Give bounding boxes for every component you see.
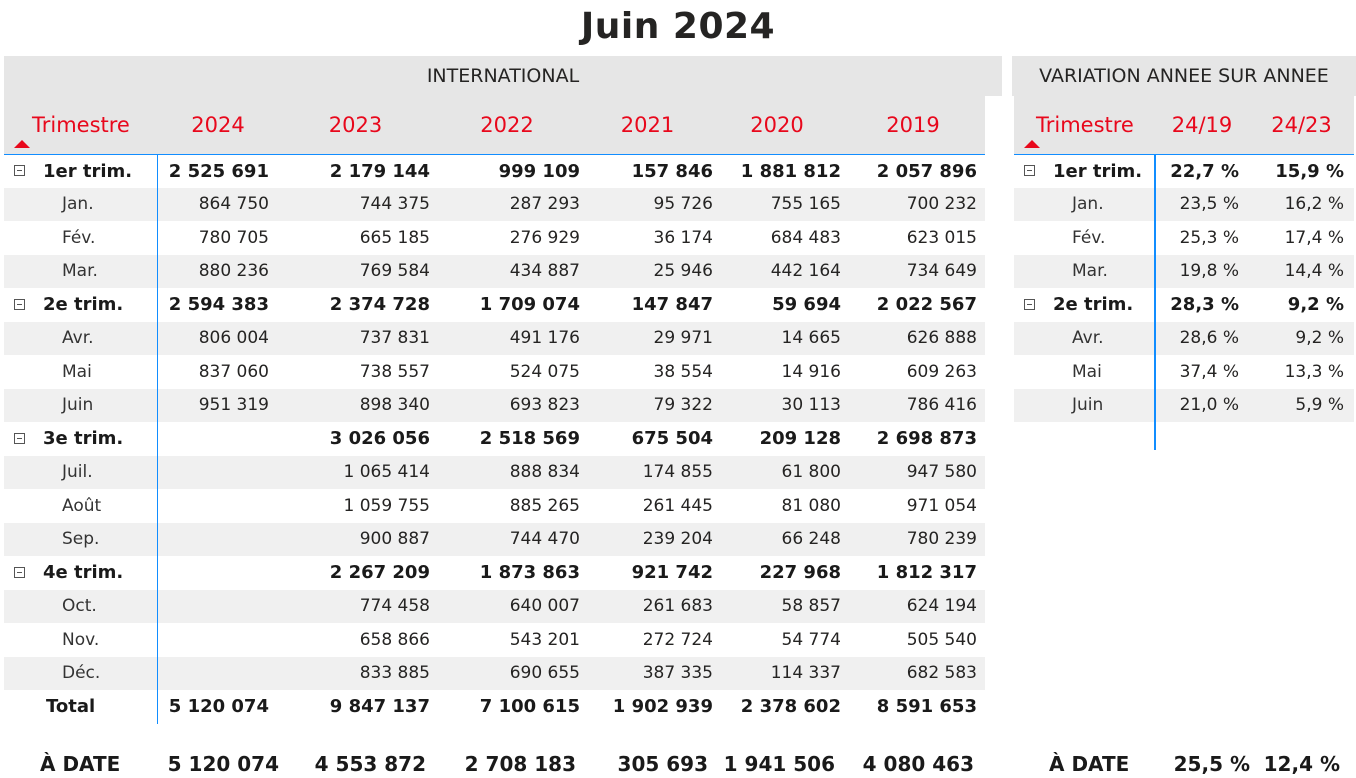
month-label: Oct. [62, 596, 97, 617]
row-header[interactable] [1014, 288, 1155, 322]
sort-ascending-icon [1024, 140, 1040, 148]
value-cell: 81 080 [781, 495, 841, 516]
value-cell: 885 265 [509, 495, 580, 516]
row-header [1014, 188, 1155, 222]
value-cell: 79 322 [582, 389, 713, 423]
value-cell: 7 100 615 [479, 696, 580, 718]
a-date-label: À DATE [40, 752, 121, 776]
value-cell: 21,0 % [1155, 389, 1249, 423]
value-cell [157, 590, 279, 624]
value-cell: 1 709 074 [479, 294, 580, 316]
column-header-trimestre[interactable] [4, 96, 157, 154]
value-cell: 66 248 [713, 523, 841, 557]
row-header [4, 523, 157, 557]
row-header [4, 221, 157, 255]
month-label: Juin [62, 395, 94, 416]
value-cell: 833 885 [279, 657, 432, 691]
value-cell: 898 340 [279, 389, 432, 423]
value-cell: 675 504 [631, 428, 713, 450]
value-cell: 626 888 [841, 322, 985, 356]
value-cell: 5,9 % [1249, 389, 1354, 423]
value-cell: 261 683 [582, 590, 713, 624]
row-header [1014, 389, 1155, 423]
variation-matrix [1014, 96, 1354, 422]
value-cell: 682 583 [841, 657, 985, 691]
value-cell: 1 812 317 [876, 562, 977, 584]
column-header-24-19[interactable]: 24/19 [1155, 96, 1249, 154]
value-cell: 95 726 [582, 188, 713, 222]
a-date-2022: 2 708 183 [464, 752, 576, 776]
value-cell: 276 929 [509, 227, 580, 248]
month-label: Juil. [62, 462, 93, 483]
a-date-2020: 1 941 506 [723, 752, 835, 776]
value-cell: 25 946 [582, 255, 713, 289]
month-label: Déc. [62, 663, 101, 684]
value-cell: 23,5 % [1155, 188, 1249, 222]
quarter-row [4, 422, 985, 456]
column-header-2023[interactable]: 2023 [279, 96, 432, 154]
column-header-trimestre[interactable] [1014, 96, 1155, 154]
value-cell: 2 594 383 [168, 294, 269, 316]
value-cell: 1 065 414 [279, 456, 432, 490]
value-cell: 971 054 [906, 495, 977, 516]
value-cell [157, 422, 279, 456]
value-cell: 609 263 [906, 361, 977, 382]
row-header-divider [1154, 154, 1156, 450]
row-header[interactable] [4, 154, 157, 188]
international-banner: INTERNATIONAL [4, 56, 1002, 96]
row-header [4, 657, 157, 691]
value-cell: 543 201 [509, 629, 580, 650]
month-row [4, 255, 985, 289]
quarter-label: 1er trim. [43, 160, 133, 182]
a-date-2024: 5 120 074 [167, 752, 279, 776]
value-cell: 744 470 [432, 523, 582, 557]
row-header [4, 623, 157, 657]
value-cell: 2 057 896 [876, 160, 977, 182]
month-row [1014, 255, 1354, 289]
page-title: Juin 2024 [580, 6, 776, 47]
month-row [1014, 389, 1354, 423]
row-header [4, 456, 157, 490]
value-cell: 5 120 074 [168, 696, 269, 718]
quarter-label: 1er trim. [1053, 160, 1143, 182]
row-header [4, 489, 157, 523]
row-header [4, 590, 157, 624]
value-cell: 2 022 567 [876, 294, 977, 316]
month-label: Sep. [62, 529, 100, 550]
value-cell: 147 847 [631, 294, 713, 316]
value-cell: 2 374 728 [329, 294, 430, 316]
month-row [4, 221, 985, 255]
value-cell: 505 540 [906, 629, 977, 650]
value-cell: 14,4 % [1249, 255, 1354, 289]
month-row [4, 188, 985, 222]
value-cell: 434 887 [432, 255, 582, 289]
month-row [4, 590, 985, 624]
month-label: Jan. [1072, 194, 1104, 215]
value-cell: 30 113 [713, 389, 841, 423]
value-cell: 999 109 [498, 160, 580, 182]
value-cell: 2 525 691 [168, 160, 269, 182]
value-cell: 640 007 [432, 590, 582, 624]
value-cell: 2 267 209 [329, 562, 430, 584]
value-cell: 755 165 [713, 188, 841, 222]
month-row [4, 623, 985, 657]
value-cell: 14 916 [781, 361, 841, 382]
value-cell: 442 164 [713, 255, 841, 289]
column-header-2022[interactable]: 2022 [432, 96, 582, 154]
row-header [1014, 255, 1155, 289]
value-cell: 900 887 [279, 523, 432, 557]
value-cell: 524 075 [509, 361, 580, 382]
value-cell: 9 847 137 [329, 696, 430, 718]
value-cell: 54 774 [781, 629, 841, 650]
value-cell [157, 556, 279, 590]
value-cell: 786 416 [841, 389, 985, 423]
row-header[interactable] [4, 422, 157, 456]
value-cell: 2 698 873 [876, 428, 977, 450]
value-cell: 157 846 [631, 160, 713, 182]
month-row [4, 657, 985, 691]
collapse-icon[interactable] [1024, 299, 1035, 310]
value-cell: 738 557 [359, 361, 430, 382]
quarter-label: 4e trim. [43, 562, 124, 584]
month-label: Mar. [62, 261, 98, 282]
value-cell: 491 176 [432, 322, 582, 356]
value-cell: 888 834 [432, 456, 582, 490]
quarter-row [4, 556, 985, 590]
month-label: Nov. [62, 629, 100, 650]
total-row [4, 690, 985, 724]
value-cell: 9,2 % [1249, 322, 1354, 356]
row-header [4, 690, 157, 724]
month-row [1014, 188, 1354, 222]
value-cell: 227 968 [759, 562, 841, 584]
sort-ascending-icon [14, 140, 30, 148]
value-cell: 261 445 [642, 495, 713, 516]
value-cell: 2 518 569 [479, 428, 580, 450]
total-label: Total [46, 696, 96, 718]
value-cell: 15,9 % [1275, 160, 1344, 182]
row-header [4, 389, 157, 423]
value-cell: 623 015 [906, 227, 977, 248]
row-header [4, 188, 157, 222]
value-cell: 239 204 [582, 523, 713, 557]
value-cell: 17,4 % [1284, 227, 1344, 248]
value-cell: 769 584 [279, 255, 432, 289]
collapse-icon[interactable] [14, 299, 25, 310]
month-label: Juin [1072, 395, 1104, 416]
month-row [4, 489, 985, 523]
month-row [4, 523, 985, 557]
value-cell: 29 971 [582, 322, 713, 356]
value-cell: 61 800 [713, 456, 841, 490]
value-cell [157, 489, 279, 523]
value-cell: 2 179 144 [329, 160, 430, 182]
month-label: Fév. [1072, 227, 1106, 248]
value-cell: 22,7 % [1170, 160, 1239, 182]
value-cell: 693 823 [432, 389, 582, 423]
value-cell: 114 337 [713, 657, 841, 691]
value-cell: 774 458 [279, 590, 432, 624]
row-header [1014, 221, 1155, 255]
value-cell: 9,2 % [1287, 294, 1344, 316]
column-header-2020[interactable]: 2020 [713, 96, 841, 154]
value-cell: 780 239 [841, 523, 985, 557]
value-cell: 947 580 [841, 456, 985, 490]
value-cell: 1 902 939 [612, 696, 713, 718]
row-header [1014, 355, 1155, 389]
month-row [4, 355, 985, 389]
value-cell: 13,3 % [1284, 361, 1344, 382]
header-label: Trimestre [32, 112, 130, 137]
value-cell [157, 523, 279, 557]
value-cell: 864 750 [157, 188, 279, 222]
value-cell: 921 742 [631, 562, 713, 584]
value-cell: 744 375 [279, 188, 432, 222]
value-cell: 806 004 [157, 322, 279, 356]
month-label: Fév. [62, 227, 96, 248]
value-cell: 174 855 [582, 456, 713, 490]
value-cell: 8 591 653 [876, 696, 977, 718]
value-cell: 880 236 [157, 255, 279, 289]
value-cell: 14 665 [713, 322, 841, 356]
value-cell: 665 185 [359, 227, 430, 248]
month-row [1014, 221, 1354, 255]
value-cell: 700 232 [841, 188, 985, 222]
value-cell: 737 831 [279, 322, 432, 356]
value-cell: 37,4 % [1179, 361, 1239, 382]
row-header[interactable] [4, 288, 157, 322]
month-label: Jan. [62, 194, 94, 215]
value-cell: 209 128 [759, 428, 841, 450]
value-cell: 387 335 [582, 657, 713, 691]
quarter-row [1014, 288, 1354, 322]
a-date-2019: 4 080 463 [862, 752, 974, 776]
value-cell [157, 623, 279, 657]
column-header-24-23[interactable]: 24/23 [1249, 96, 1354, 154]
row-header [1014, 322, 1155, 356]
value-cell: 287 293 [432, 188, 582, 222]
row-header [4, 255, 157, 289]
a-date-24-19: 25,5 % [1173, 752, 1250, 776]
value-cell: 2 378 602 [740, 696, 841, 718]
value-cell: 690 655 [432, 657, 582, 691]
collapse-icon[interactable] [14, 567, 25, 578]
value-cell: 59 694 [772, 294, 841, 316]
column-header-2019[interactable]: 2019 [841, 96, 985, 154]
quarter-label: 2e trim. [43, 294, 124, 316]
quarter-label: 3e trim. [43, 428, 124, 450]
value-cell: 28,3 % [1170, 294, 1239, 316]
collapse-icon[interactable] [14, 165, 25, 176]
value-cell: 36 174 [653, 227, 713, 248]
value-cell: 734 649 [841, 255, 985, 289]
month-label: Avr. [62, 328, 94, 349]
value-cell: 658 866 [359, 629, 430, 650]
value-cell: 16,2 % [1249, 188, 1354, 222]
collapse-icon[interactable] [14, 433, 25, 444]
variation-banner: VARIATION ANNEE SUR ANNEE [1012, 56, 1356, 96]
value-cell: 19,8 % [1155, 255, 1249, 289]
month-row [1014, 355, 1354, 389]
value-cell [157, 657, 279, 691]
collapse-icon[interactable] [1024, 165, 1035, 176]
quarter-label: 2e trim. [1053, 294, 1134, 316]
value-cell: 38 554 [653, 361, 713, 382]
row-header [4, 322, 157, 356]
value-cell: 624 194 [841, 590, 985, 624]
header-label: Trimestre [1036, 112, 1134, 137]
month-label: Avr. [1072, 328, 1104, 349]
month-row [4, 456, 985, 490]
a-date-24-23: 12,4 % [1263, 752, 1340, 776]
value-cell: 1 059 755 [343, 495, 430, 516]
value-cell: 272 724 [642, 629, 713, 650]
month-row [4, 389, 985, 423]
value-cell: 58 857 [713, 590, 841, 624]
month-row [1014, 322, 1354, 356]
a-date-variation-label: À DATE [1049, 752, 1130, 776]
value-cell: 1 873 863 [479, 562, 580, 584]
month-label: Mai [1072, 361, 1102, 382]
month-label: Mar. [1072, 261, 1108, 282]
value-cell [157, 456, 279, 490]
column-header-2021[interactable]: 2021 [582, 96, 713, 154]
month-label: Mai [62, 361, 92, 382]
quarter-row [4, 288, 985, 322]
value-cell: 837 060 [198, 361, 269, 382]
row-header [4, 355, 157, 389]
value-cell: 3 026 056 [329, 428, 430, 450]
value-cell: 951 319 [157, 389, 279, 423]
row-header[interactable] [1014, 154, 1155, 188]
value-cell: 28,6 % [1155, 322, 1249, 356]
value-cell: 25,3 % [1179, 227, 1239, 248]
value-cell: 684 483 [770, 227, 841, 248]
a-date-2023: 4 553 872 [314, 752, 426, 776]
value-cell: 780 705 [198, 227, 269, 248]
row-header[interactable] [4, 556, 157, 590]
value-cell: 1 881 812 [740, 160, 841, 182]
a-date-2021: 305 693 [617, 752, 708, 776]
quarter-row [1014, 154, 1354, 188]
quarter-row [4, 154, 985, 188]
month-row [4, 322, 985, 356]
month-label: Août [62, 495, 102, 516]
international-matrix [4, 96, 985, 724]
column-header-2024[interactable]: 2024 [157, 96, 279, 154]
